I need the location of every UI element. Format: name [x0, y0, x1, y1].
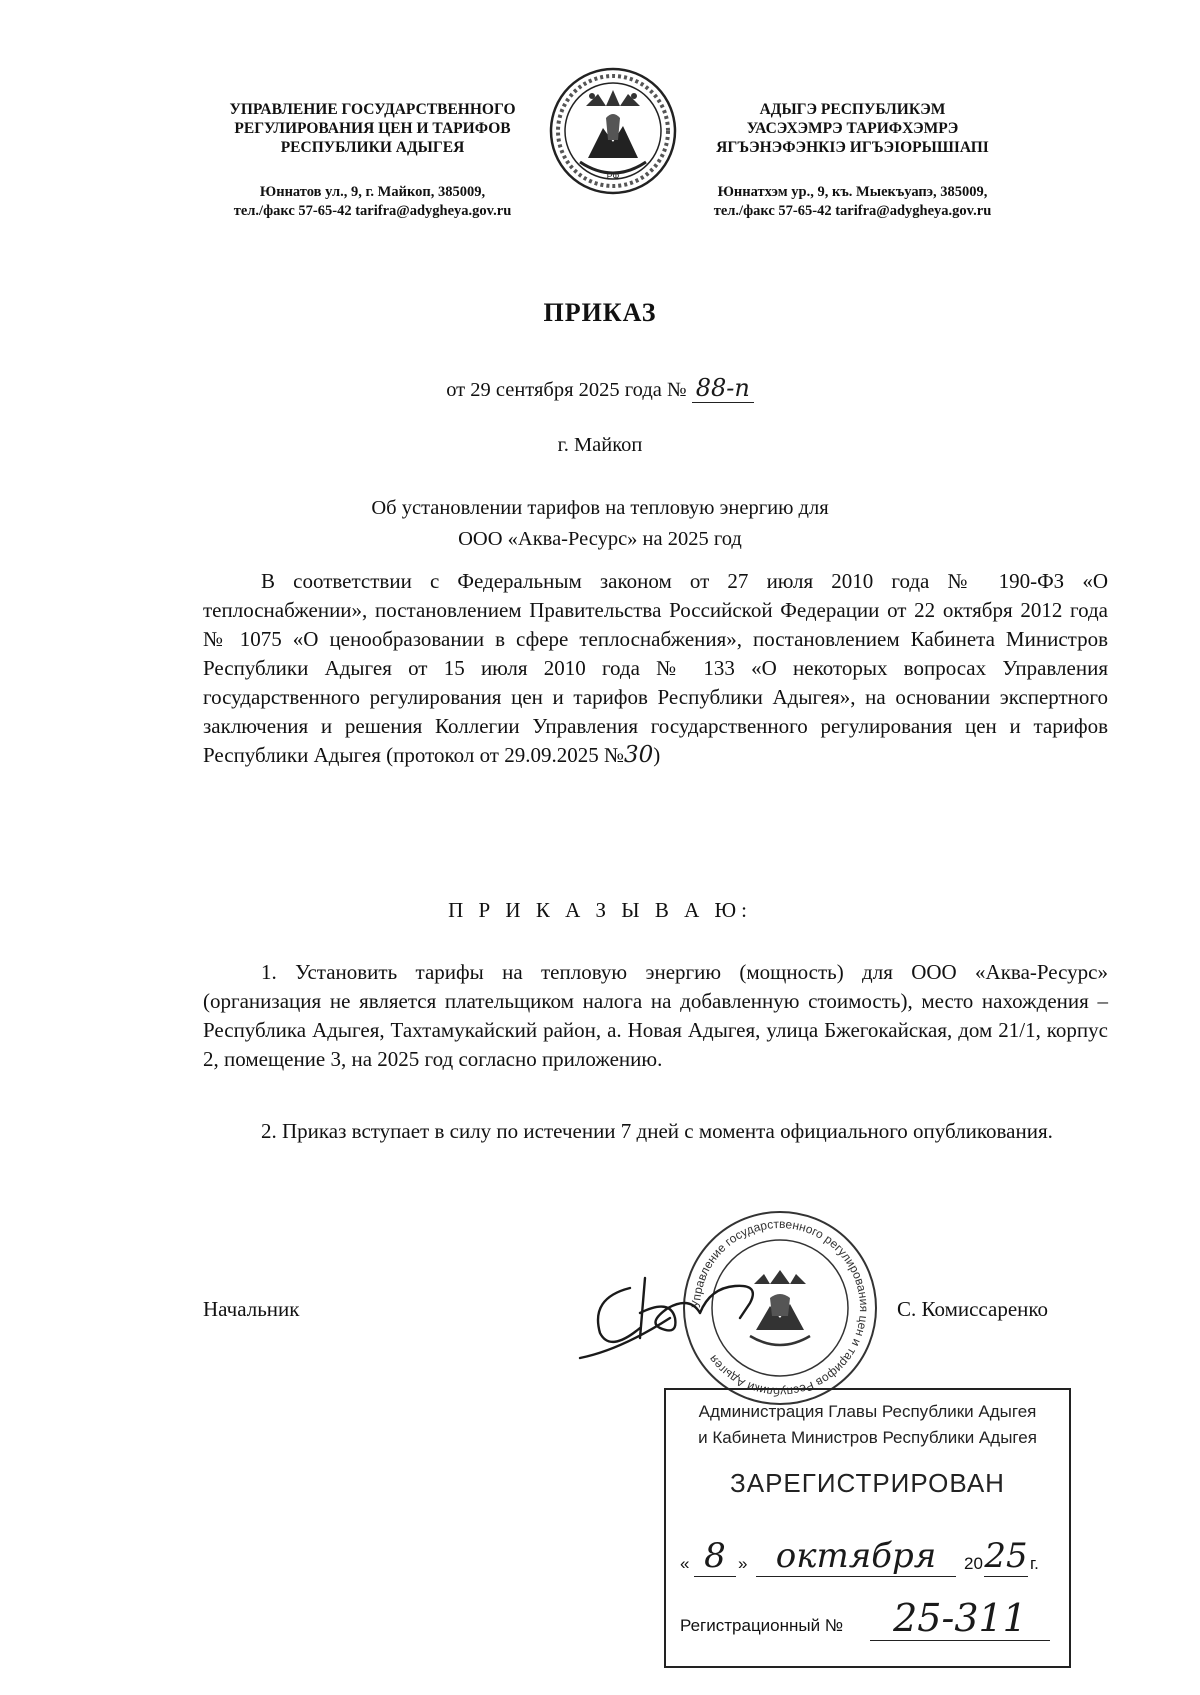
org-contacts: тел./факс 57-65-42 tarifra@adygheya.gov.ru — [233, 203, 512, 219]
order-item-2 — [203, 1117, 1108, 1146]
stamp-day: 8 — [694, 1536, 736, 1577]
order-item-2-text: 2. Приказ вступает в силу по истечении 7 дней с момента официального опубликования. — [261, 1119, 1053, 1143]
emblem-rf-text: РФ — [606, 171, 620, 181]
subject-line-2: ООО «Аква-Ресурс» на 2025 год — [458, 528, 742, 550]
round-seal-text: Управление государственного регулирования цен и тарифов Республики Адыгея — [688, 1216, 872, 1400]
subject-line-1: Об установлении тарифов на тепловую энергию для — [371, 497, 829, 519]
stamp-reg-number-row — [680, 1596, 1060, 1646]
org-address-adyghe: Юннатхэм ур., 9, къ. Мыекъуапэ, 385009, — [717, 184, 988, 200]
stamp-line-1: Администрация Главы Республики Адыгея — [698, 1402, 1037, 1421]
stamp-registered: ЗАРЕГИСТРИРОВАН — [730, 1468, 1005, 1498]
registration-stamp — [664, 1388, 1071, 1668]
document-date — [0, 374, 1200, 402]
stamp-year-unit: г. — [1030, 1554, 1039, 1573]
signatory-name: С. Комиссаренко — [897, 1297, 1049, 1321]
order-item-1 — [203, 958, 1108, 1074]
date-prefix: от 29 сентября 2025 года № — [446, 379, 687, 401]
org-name-line-2: РЕГУЛИРОВАНИЯ ЦЕН И ТАРИФОВ — [234, 120, 511, 137]
org-address: Юннатов ул., 9, г. Майкоп, 385009, — [259, 184, 486, 200]
document-title: ПРИКАЗ — [543, 298, 657, 327]
order-item-1-text: 1. Установить тарифы на тепловую энергию (мощность) для ООО «Аква-Ресурс» (организация не является плательщиком налога на добавленную стоимость), место нахождения – Республика Адыгея, Тахтамукайский район, а. Новая Адыгея, улица Бжегокайская, дом 21/1, корпус 2, помещение 3, на 2025 год согласно приложению. — [203, 960, 1108, 1071]
org-name-adyghe-line-1: АДЫГЭ РЕСПУБЛИКЭМ — [759, 101, 946, 118]
handwritten-signature — [560, 1258, 840, 1368]
org-name-adyghe-line-2: УАСЭХЭМРЭ ТАРИФХЭМРЭ — [746, 120, 959, 137]
protocol-number-handwritten: 30 — [624, 742, 654, 768]
org-contacts-adyghe: тел./факс 57-65-42 tarifra@adygheya.gov.ru — [713, 203, 992, 219]
stamp-line-2: и Кабинета Министров Республики Адыгея — [698, 1428, 1037, 1447]
preamble-end: ) — [653, 743, 661, 767]
preamble-paragraph — [203, 567, 1108, 770]
org-name-adyghe-line-3: ЯГЪЭНЭФЭНКIЭ ИГЪЭIОРЫШIАПI — [716, 139, 989, 156]
document-subject — [300, 493, 900, 555]
org-name-line-1: УПРАВЛЕНИЕ ГОСУДАРСТВЕННОГО — [229, 101, 516, 118]
signature-icon — [560, 1258, 840, 1368]
order-heading: П Р И К А З Ы В А Ю: — [448, 898, 752, 922]
stamp-year-prefix: 20 — [964, 1554, 983, 1573]
stamp-year-suffix: 25 — [984, 1536, 1028, 1576]
stamp-reg-number: 25-311 — [870, 1596, 1050, 1641]
stamp-reg-label: Регистрационный № — [680, 1616, 844, 1635]
document-city: г. Майкоп — [557, 434, 643, 456]
coat-of-arms-emblem — [548, 66, 678, 196]
stamp-month: октября — [756, 1536, 956, 1577]
header-left — [200, 100, 545, 221]
signatory-position: Начальник — [203, 1297, 300, 1321]
stamp-date-row: « 8 » октября 20 25 г. — [680, 1536, 1039, 1576]
emblem-icon — [548, 66, 678, 196]
preamble-text: В соответствии с Федеральным законом от 27 июля 2010 года № 190-ФЗ «О теплоснабжении», постановлением Правительства Российской Федерации от 22 октября 2012 года № 1075 «О ценообразовании в сфере теплоснабжения», постановлением Кабинета Министров Республики Адыгея от 15 июля 2010 года № 133 «О некоторых вопросах Управления государственного регулирования цен и тарифов Республики Адыгея», на основании экспертного заключения и решения Коллегии Управления государственного регулирования цен и тарифов Республики Адыгея (протокол от 29.09.2025 № — [203, 569, 1108, 767]
header-right — [680, 100, 1025, 221]
org-name-line-3: РЕСПУБЛИКИ АДЫГЕЯ — [280, 139, 465, 156]
order-number-handwritten: 88-п — [692, 374, 754, 403]
